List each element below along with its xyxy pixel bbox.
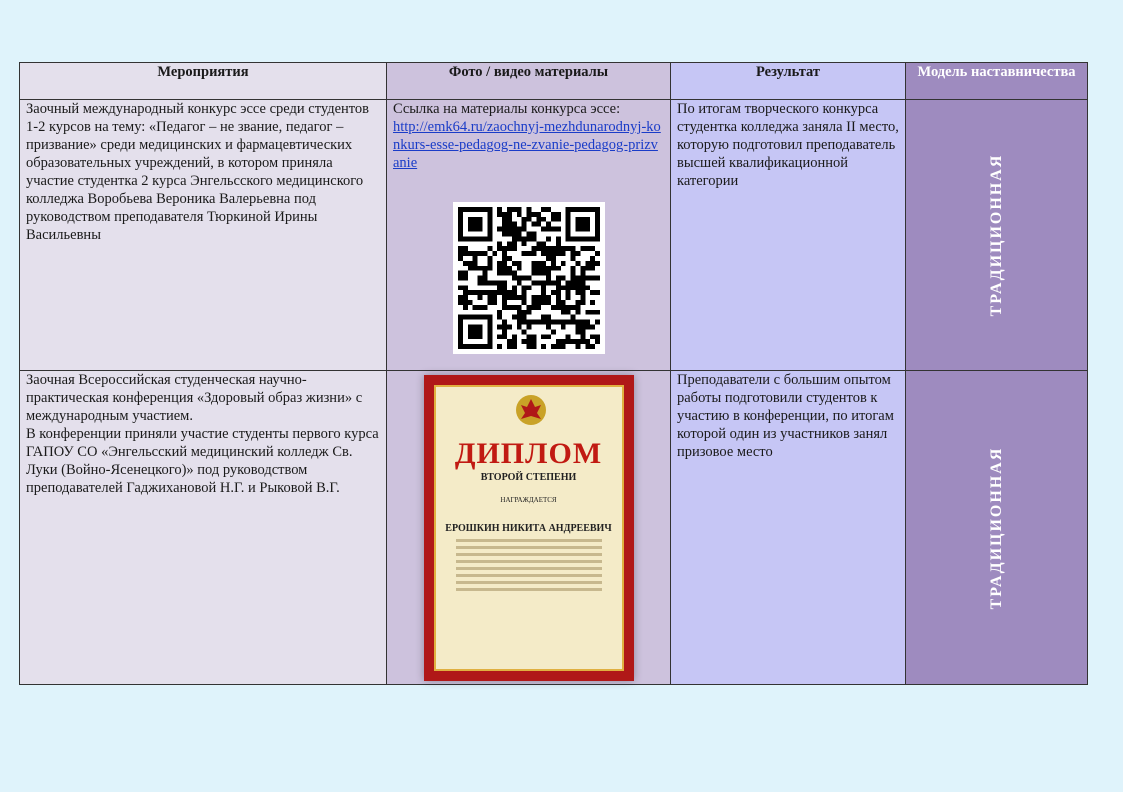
model-label: ТРАДИЦИОННАЯ [987, 446, 1005, 609]
header-media: Фото / видео материалы [387, 63, 671, 100]
qr-code-icon [458, 207, 600, 349]
table-row [20, 100, 1088, 371]
model-cell [906, 371, 1088, 685]
events-table [19, 62, 1088, 685]
diploma-name: ЕРОШКИН НИКИТА АНДРЕЕВИЧ [445, 523, 612, 534]
diploma-degree: ВТОРОЙ СТЕПЕНИ [480, 472, 577, 483]
event-cell: Заочная Всероссийская студенческая научно-практическая конференция «Здоровый образ жизни» с международным участием. В конференции приняли участие студенты первого курса ГАПОУ СО «Энгельсский медицинский колледж Св. Луки (Войно-Ясенецкого)» под руководством преподавателей Гаджихановой Н.Г. и Рыковой В.Г. [20, 371, 387, 685]
model-cell [906, 100, 1088, 371]
diploma-image [424, 375, 634, 681]
media-caption: Ссылка на материалы конкурса эссе: [393, 101, 621, 117]
header-result: Результат [671, 63, 906, 100]
table-header-row [20, 63, 1088, 100]
diploma-text-lines [436, 539, 622, 591]
result-cell: По итогам творческого конкурса студентка колледжа заняла II место, которую подготовил преподаватель высшей квалификационной категории [671, 100, 906, 371]
result-cell: Преподаватели с большим опытом работы подготовили студентов к участию в конференции, по итогам которой один из участников занял призовое место [671, 371, 906, 685]
diploma-awarded: НАГРАЖДАЕТСЯ [500, 496, 557, 504]
media-cell [387, 100, 671, 371]
header-model: Модель наставничества [906, 63, 1088, 100]
essay-link[interactable]: http://emk64.ru/zaochnyj-mezhdunarodnyj-konkurs-esse-pedagog-ne-zvanie-pedagog-prizvanie [393, 119, 661, 171]
coat-of-arms-icon [514, 393, 548, 427]
media-cell [387, 371, 671, 685]
table-row [20, 371, 1088, 685]
model-label: ТРАДИЦИОННАЯ [987, 153, 1005, 317]
qr-code-image [453, 202, 605, 354]
event-cell: Заочный международный конкурс эссе среди студентов 1-2 курсов на тему: «Педагог – не звание, педагог – призвание» среди медицинских и фармацевтических образовательных учреждений, в котором приняла участие студентка 2 курса Энгельсского медицинского колледжа Воробьева Вероника Валерьевна под руководством преподавателя Тюркиной Ирины Васильевны [20, 100, 387, 371]
header-events: Мероприятия [20, 63, 387, 100]
diploma-title: ДИПЛОМ [454, 437, 603, 470]
